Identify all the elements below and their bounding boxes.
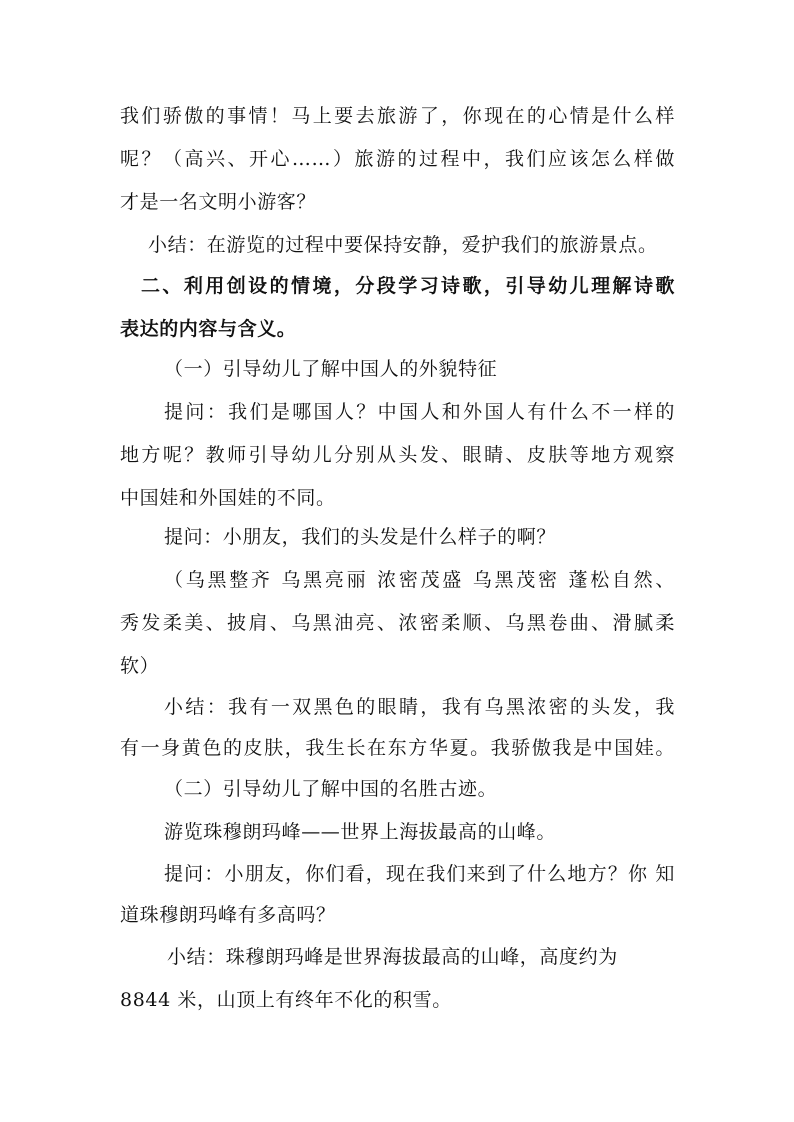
section-heading-cont: 表达的内容与含义。 xyxy=(120,318,297,340)
question-line: 提问：小朋友，我们的头发是什么样子的啊？ xyxy=(164,526,557,548)
summary-line: 有一身黄色的皮肤，我生长在东方华夏。我骄傲我是中国娃。 xyxy=(120,737,675,759)
subsection-heading: （二）引导幼儿了解中国的名胜古迹。 xyxy=(164,778,498,800)
text-line: 游览珠穆朗玛峰——世界上海拔最高的山峰。 xyxy=(164,821,557,843)
question-line: 道珠穆朗玛峰有多高吗？ xyxy=(120,904,336,926)
text-line: 中国娃和外国娃的不同。 xyxy=(120,487,336,509)
text-line: 才是一名文明小游客？ xyxy=(120,191,317,213)
summary-line: 小结：我有一双黑色的眼睛，我有乌黑浓密的头发，我 xyxy=(164,696,675,718)
question-line: 提问：我们是哪国人？中国人和外国人有什么不一样的 xyxy=(164,401,675,423)
answer-line: 软） xyxy=(120,655,160,677)
text-line: 呢？（高兴、开心……）旅游的过程中，我们应该怎么样做 xyxy=(120,148,675,170)
summary-line: 8844 米，山顶上有终年不化的积雪。 xyxy=(120,989,452,1011)
subsection-heading: （一）引导幼儿了解中国人的外貌特征 xyxy=(164,358,498,380)
summary-line: 小结：珠穆朗玛峰是世界海拔最高的山峰，高度约为 xyxy=(167,946,618,968)
text-line: 我们骄傲的事情！马上要去旅游了，你现在的心情是什么样 xyxy=(120,105,675,127)
answer-line: 秀发柔美、披肩、乌黑油亮、浓密柔顺、乌黑卷曲、滑腻柔 xyxy=(120,612,675,634)
section-heading: 二、利用创设的情境，分段学习诗歌，引导幼儿理解诗歌 xyxy=(141,275,675,297)
question-line: 提问：小朋友，你们看，现在我们来到了什么地方？你 知 xyxy=(164,863,675,885)
text-line: 地方呢？教师引导幼儿分别从头发、眼睛、皮肤等地方观察 xyxy=(120,444,675,466)
summary-line: 小结：在游览的过程中要保持安静，爱护我们的旅游景点。 xyxy=(148,234,658,256)
answer-line: （乌黑整齐 乌黑亮丽 浓密茂盛 乌黑茂密 蓬松自然、 xyxy=(164,569,675,591)
